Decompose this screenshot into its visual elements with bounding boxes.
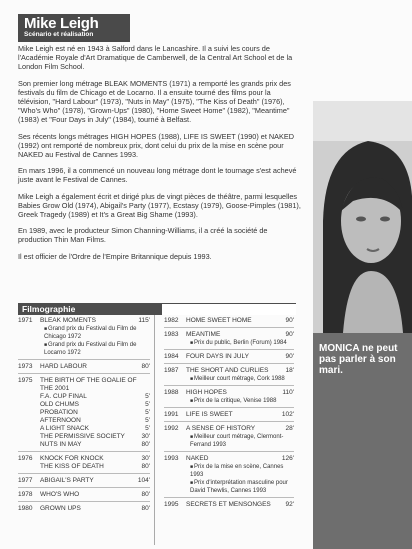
- film-year: 1991: [164, 411, 179, 418]
- film-duration: 90': [285, 331, 294, 338]
- film-title: KNOCK FOR KNOCK: [40, 455, 104, 462]
- film-duration: 30': [141, 433, 150, 440]
- film-title: AFTERNOON: [40, 417, 81, 424]
- film-row: [40, 317, 150, 325]
- film-duration: 30': [141, 455, 150, 462]
- bio-paragraph: Il est officier de l'Ordre de l'Empire Britannique depuis 1993.: [18, 251, 212, 261]
- film-title: A LIGHT SNACK: [40, 425, 90, 432]
- film-award: ■ Prix du public, Berlin (Forum) 1984: [186, 339, 294, 347]
- filmography-entry: [18, 477, 150, 488]
- film-row: [186, 331, 294, 339]
- film-row: [40, 417, 150, 425]
- film-row: [186, 353, 294, 361]
- filmography-entry: [164, 367, 294, 386]
- film-duration: 90': [285, 353, 294, 360]
- film-title: ABIGAIL'S PARTY: [40, 477, 94, 484]
- film-row: [40, 409, 150, 417]
- film-duration: 90': [285, 317, 294, 324]
- film-duration: 80': [141, 463, 150, 470]
- film-title: BLEAK MOMENTS: [40, 317, 96, 324]
- film-title: WHO'S WHO: [40, 491, 80, 498]
- film-duration: 5': [145, 401, 150, 408]
- photo-caption: MONICA ne peut pas parler à son mari.: [319, 343, 398, 376]
- filmography-entry: [164, 317, 294, 328]
- bio-paragraph: Mike Leigh est né en 1943 à Salford dans le Lancashire. Il a suivi les cours de l'Académie Royale d'Art Dramatique de Camberwell, de la Central Art School et de la London Film School.: [18, 44, 293, 72]
- film-duration: 115': [138, 317, 150, 324]
- film-title: LIFE IS SWEET: [186, 411, 233, 418]
- film-row: [40, 433, 150, 441]
- film-duration: 80': [141, 505, 150, 512]
- film-year: 1993: [164, 455, 179, 462]
- film-title: PROBATION: [40, 409, 78, 416]
- filmography-right-column: [164, 317, 294, 514]
- filmography-heading: Filmographie: [18, 303, 162, 315]
- film-row: [40, 455, 150, 463]
- film-award: ■ Prix de la critique, Venise 1988: [186, 397, 294, 405]
- filmography-entry: [164, 425, 294, 452]
- film-title: HOME SWEET HOME: [186, 317, 252, 324]
- filmography-left-column: [18, 317, 150, 518]
- filmography-entry: [18, 317, 150, 360]
- film-duration: 80': [141, 491, 150, 498]
- film-award: ■ Grand prix du Festival du Film de Locarno 1972: [40, 341, 150, 357]
- film-award: ■ Prix d'interprétation masculine pour David Thewlis, Cannes 1993: [186, 479, 294, 495]
- film-year: 1992: [164, 425, 179, 432]
- film-row: [186, 455, 294, 463]
- filmography-entry: [164, 389, 294, 408]
- filmography-entry: [18, 377, 150, 452]
- biography: [18, 44, 302, 268]
- film-title: GROWN UPS: [40, 505, 81, 512]
- bio-paragraph: Ses récents longs métrages HIGH HOPES (1988), LIFE IS SWEET (1990) et NAKED (1992) ont remporté de nombreux prix, dont celui du prix de la mise en scène pour NAKED au Festival de Cannes 1993.: [18, 131, 295, 160]
- film-duration: 28': [285, 425, 294, 432]
- film-duration: 92': [285, 501, 294, 508]
- filmography-entry: [164, 411, 294, 422]
- film-title: HIGH HOPES: [186, 389, 227, 396]
- film-duration: 80': [141, 363, 150, 370]
- film-title: A SENSE OF HISTORY: [186, 425, 256, 432]
- film-row: [40, 377, 150, 393]
- film-row: [40, 491, 150, 499]
- director-role: Scénario et réalisation: [24, 31, 94, 38]
- name-block: [18, 14, 130, 42]
- film-title: NAKED: [186, 455, 209, 462]
- film-title: THE SHORT AND CURLIES: [186, 367, 269, 374]
- film-duration: 104': [137, 477, 150, 484]
- filmography-entry: [18, 455, 150, 474]
- bio-paragraph: En 1989, avec le producteur Simon Channing-Williams, il a créé la société de production Thin Man Films.: [18, 226, 268, 245]
- film-title: FOUR DAYS IN JULY: [186, 353, 249, 360]
- film-duration: 5': [145, 417, 150, 424]
- filmography-heading-rule: [162, 303, 296, 315]
- film-row: [40, 393, 150, 401]
- film-year: 1976: [18, 455, 33, 462]
- film-title: NUTS IN MAY: [40, 441, 82, 448]
- filmography-entry: [164, 501, 294, 511]
- portrait-illustration: [313, 101, 412, 333]
- film-row: [40, 363, 150, 371]
- film-year: 1983: [164, 331, 179, 338]
- film-duration: 18': [285, 367, 294, 374]
- portrait-photo: [313, 101, 412, 333]
- filmography-entry: [18, 505, 150, 515]
- film-duration: 80': [141, 441, 150, 448]
- film-title: THE BIRTH OF THE GOALIE OF THE 2001: [40, 377, 137, 392]
- film-title: OLD CHUMS: [40, 401, 80, 408]
- film-row: [186, 425, 294, 433]
- film-title: THE PERMISSIVE SOCIETY: [40, 433, 125, 440]
- film-year: 1971: [18, 317, 33, 324]
- film-award: ■ Meilleur court métrage, Clermont-Ferrand 1993: [186, 433, 294, 449]
- film-row: [40, 477, 150, 485]
- film-row: [186, 501, 294, 509]
- filmography-entry: [18, 363, 150, 374]
- filmography-entry: [164, 331, 294, 350]
- film-row: [40, 463, 150, 471]
- film-row: [186, 317, 294, 325]
- film-year: 1977: [18, 477, 33, 484]
- film-row: [186, 367, 294, 375]
- film-award: ■ Prix de la mise en scène, Cannes 1993: [186, 463, 294, 479]
- film-year: 1973: [18, 363, 33, 370]
- film-duration: 5': [145, 425, 150, 432]
- film-title: SECRETS ET MENSONGES: [186, 501, 271, 508]
- bio-paragraph: Son premier long métrage BLEAK MOMENTS (1971) a remporté les grands prix des festivals du film de Chicago et de Locarno. Il a ensuite tourné des films pour la télévision, "Hard Labour" (1973), "Nuts in May" (1975), "The Kiss of Death" (1976), "Who's Who" (1978), "Grown-Ups" (1980), "Home Sweet Home" (1982), "Meantime" (1983) et "Four Days in July" (1984), tourné à Belfast.: [18, 78, 291, 125]
- filmography-entry: [164, 353, 294, 364]
- filmography-entry: [164, 455, 294, 498]
- film-duration: 110': [282, 389, 294, 396]
- film-title: HARD LABOUR: [40, 363, 87, 370]
- film-year: 1980: [18, 505, 33, 512]
- bio-paragraph: Mike Leigh a également écrit et dirigé plus de vingt pièces de théâtre, parmi lesquelles Babies Grow Old (1974), Abigail's Party (1977), Ecstasy (1979), Goose-Pimples (1981), Greek Tragedy (1989) et It's a Great Big Shame (1993).: [18, 191, 301, 220]
- film-award: ■ Meilleur court métrage, Cork 1988: [186, 375, 294, 383]
- film-duration: 5': [145, 393, 150, 400]
- film-year: 1995: [164, 501, 179, 508]
- film-duration: 102': [281, 411, 294, 418]
- filmography-entry: [18, 491, 150, 502]
- film-row: [40, 425, 150, 433]
- film-row: [40, 401, 150, 409]
- film-title: F.A. CUP FINAL: [40, 393, 87, 400]
- film-year: 1978: [18, 491, 33, 498]
- film-year: 1987: [164, 367, 179, 374]
- film-duration: 5': [145, 409, 150, 416]
- column-divider: [154, 315, 155, 545]
- director-name: Mike Leigh: [24, 15, 99, 32]
- film-year: 1982: [164, 317, 179, 324]
- film-row: [40, 441, 150, 449]
- film-year: 1975: [18, 377, 33, 384]
- film-year: 1988: [164, 389, 179, 396]
- film-row: [186, 411, 294, 419]
- film-year: 1984: [164, 353, 179, 360]
- film-row: [40, 505, 150, 513]
- film-title: MEANTIME: [186, 331, 221, 338]
- film-row: [186, 389, 294, 397]
- film-duration: 126': [281, 455, 294, 462]
- bio-paragraph: En mars 1996, il a commencé un nouveau long métrage dont le tournage s'est achevé juste avant le Festival de Cannes.: [18, 166, 297, 185]
- film-award: ■ Grand prix du Festival du Film de Chicago 1972: [40, 325, 150, 341]
- film-title: THE KISS OF DEATH: [40, 463, 104, 470]
